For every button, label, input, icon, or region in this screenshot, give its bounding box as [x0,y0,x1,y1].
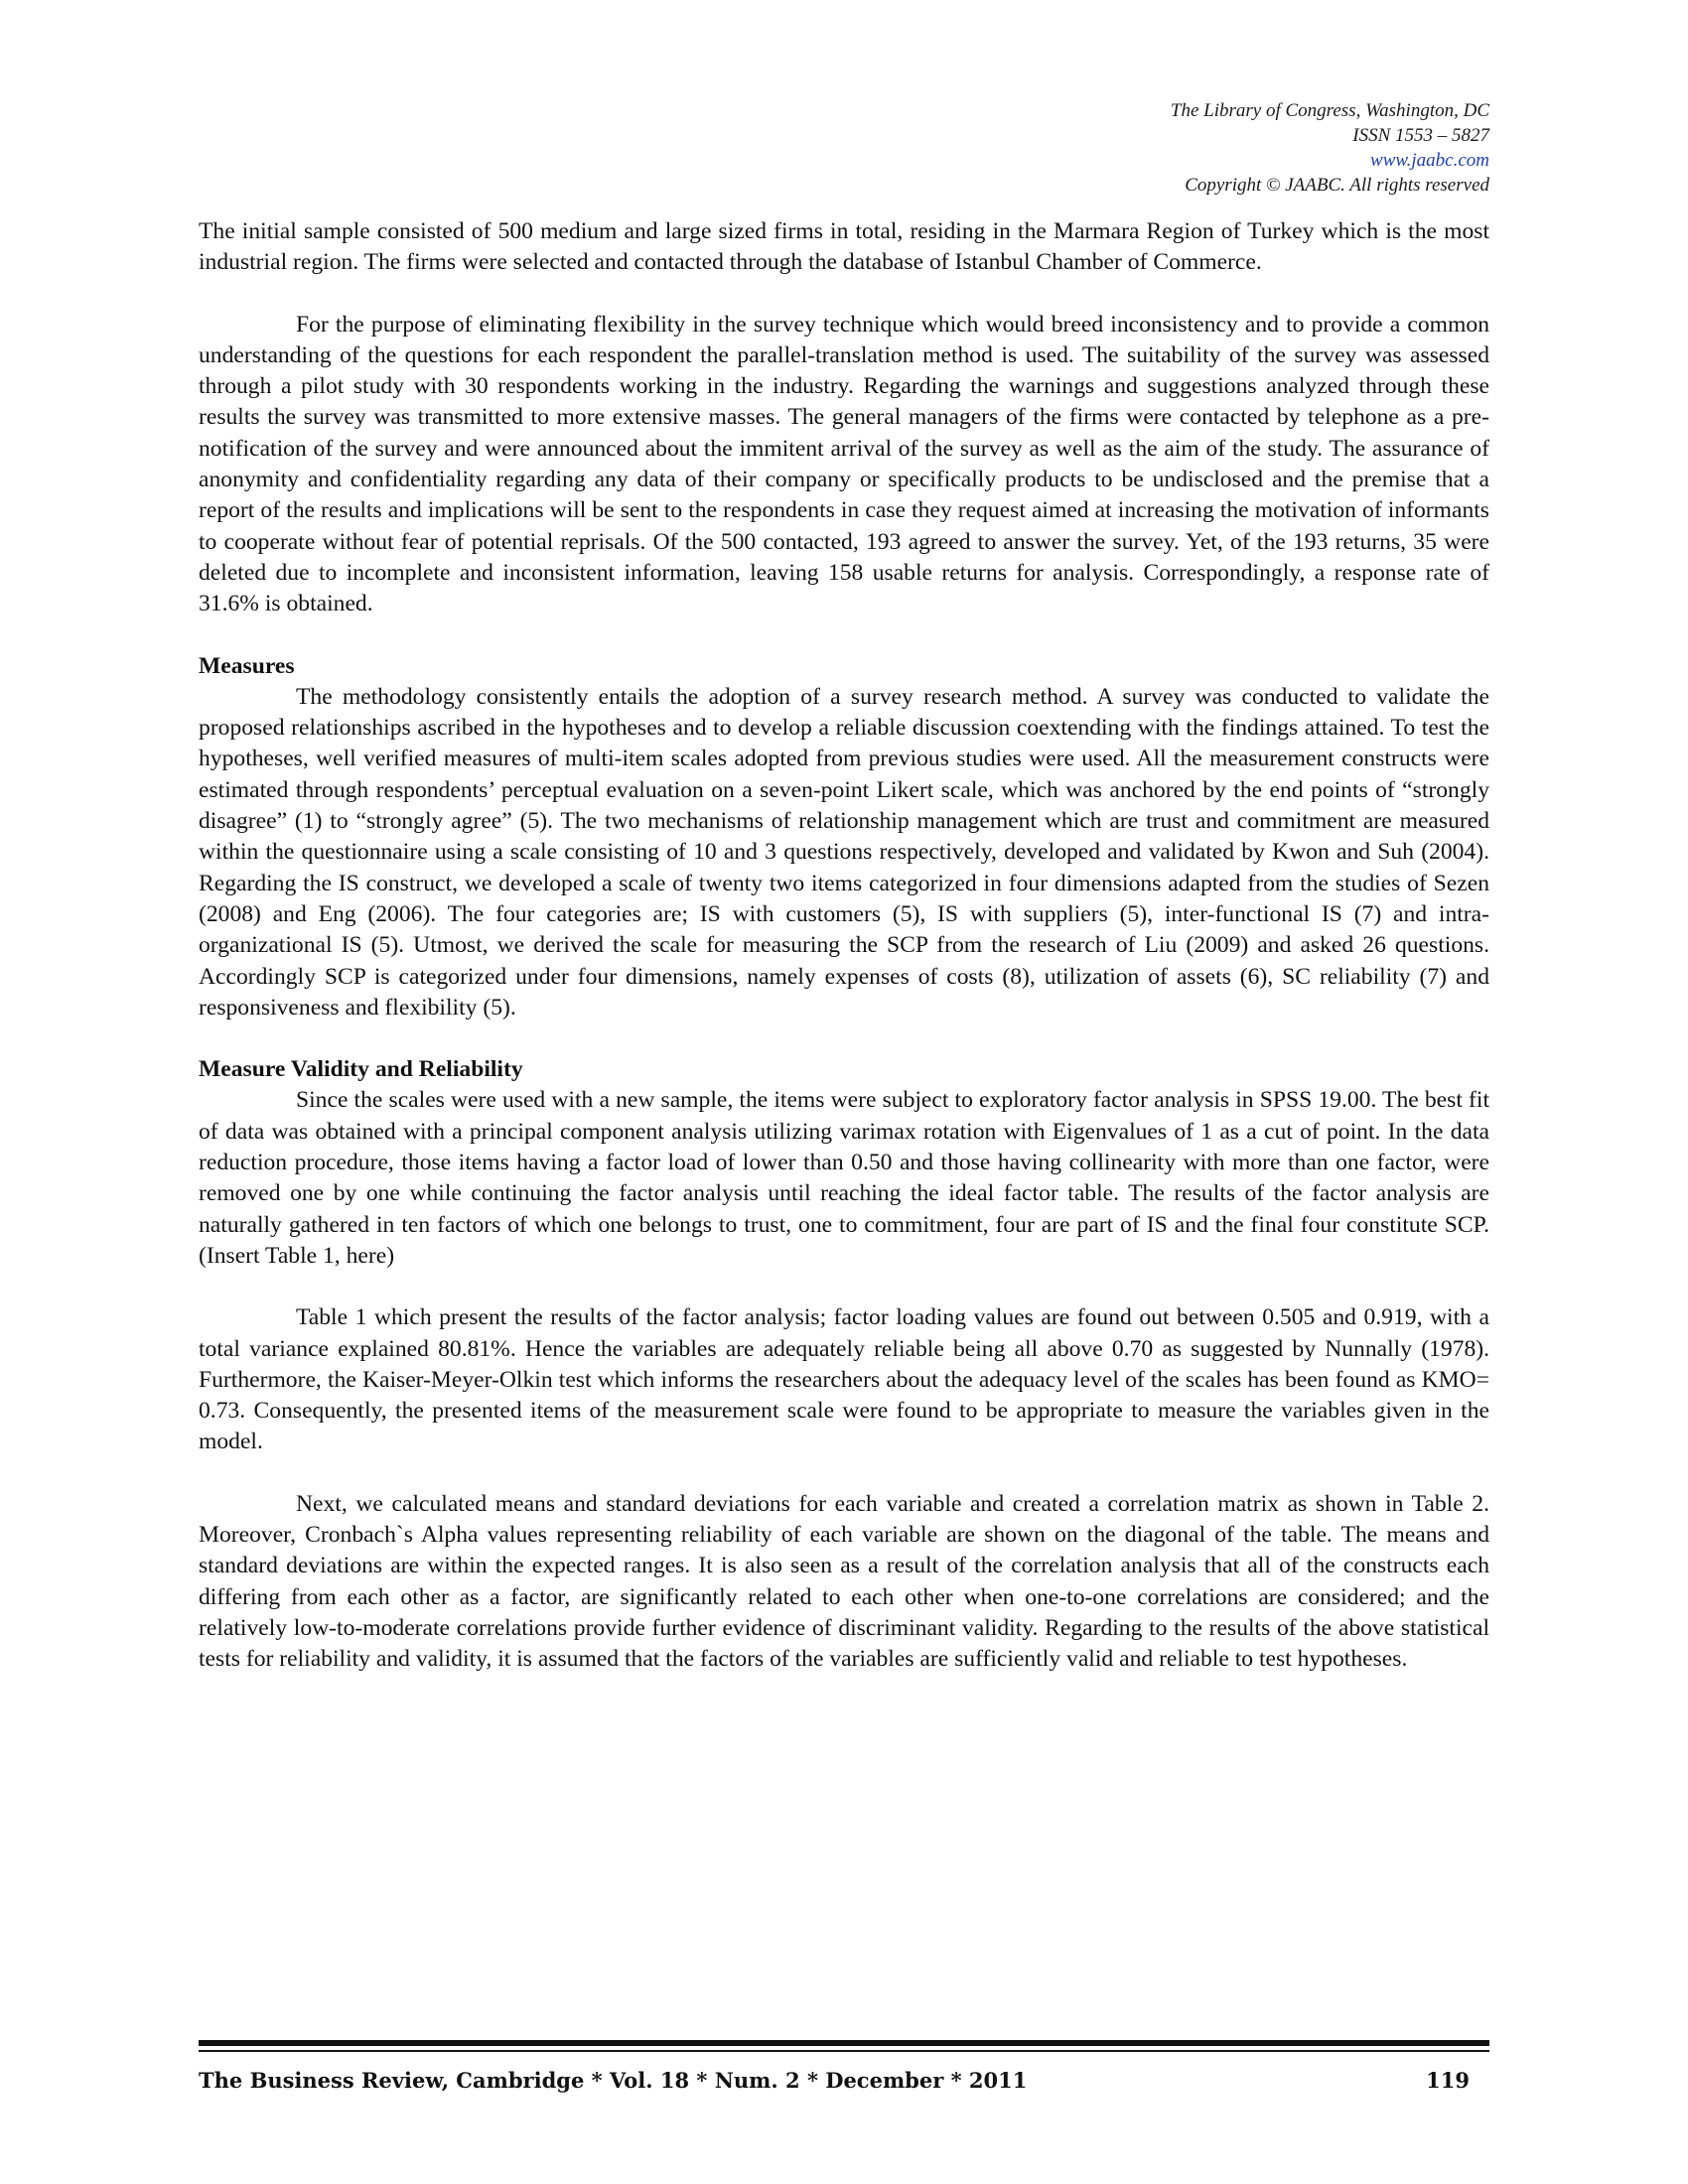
paragraph-measures: The methodology consistently entails the adoption of a survey research method. A survey was conducted to validate the proposed relationships ascribed in the hypotheses and to develop a reliable discussion coextending with the findings attained. To test the hypotheses, well verified measures of multi-item scales adopted from previous studies were used. All the measurement constructs were estimated through respondents’ perceptual evaluation on a seven-point Likert scale, which was anchored by the end points of “strongly disagree” (1) to “strongly agree” (5). The two mechanisms of relationship management which are trust and commitment are measured within the questionnaire using a scale consisting of 10 and 3 questions respectively, developed and validated by Kwon and Suh (2004). Regarding the IS construct, we developed a scale of twenty two items categorized in four dimensions adapted from the studies of Sezen (2008) and Eng (2006). The four categories are; IS with customers (5), IS with suppliers (5), inter-functional IS (7) and intra-organizational IS (5). Utmost, we derived the scale for measuring the SCP from the research of Liu (2009) and asked 26 questions. Accordingly SCP is categorized under four dimensions, namely expenses of costs (8), utilization of assets (6), SC reliability (7) and responsiveness and flexibility (5). [199,683,1489,1021]
header-copyright-line: Copyright © JAABC. All rights reserved [1185,175,1489,196]
article-body [199,216,1489,1675]
footer-page-number: 119 [1426,2068,1470,2093]
paragraph-correlation: Next, we calculated means and standard deviations for each variable and created a correlation matrix as shown in Table 2. Moreover, Cronbach`s Alpha values representing reliability of each variable are shown on the diagonal of the table. The means and standard deviations are within the expected ranges. It is also seen as a result of the correlation analysis that all of the constructs each differing from each other as a factor, are significantly related to each other when one-to-one correlations are considered; and the relatively low-to-moderate correlations provide further evidence of discriminant validity. Regarding to the results of the above statistical tests for reliability and validity, it is assumed that the factors of the variables are sufficiently valid and reliable to test hypotheses. [199,1490,1489,1673]
header-issn-line: ISSN 1553 – 5827 [1352,125,1489,146]
section-heading-measures: Measures [199,652,295,679]
footer-rule-thick [199,2040,1489,2046]
header-library-line: The Library of Congress, Washington, DC [1170,100,1489,121]
paragraph-sample: The initial sample consisted of 500 medium and large sized firms in total, residing in the Marmara Region of Turkey which is the most industrial region. The firms were selected and contacted through the database of Istanbul Chamber of Commerce. [199,218,1489,276]
journal-header [695,98,1489,198]
paragraph-factor-analysis: Since the scales were used with a new sample, the items were subject to exploratory factor analysis in SPSS 19.00. The best fit of data was obtained with a principal component analysis utilizing varimax rotation with Eigenvalues of 1 as a cut of point. In the data reduction procedure, those items having a factor load of lower than 0.50 and those having collinearity with more than one factor, were removed one by one while continuing the factor analysis until reaching the ideal factor table. The results of the factor analysis are naturally gathered in ten factors of which one belongs to trust, one to commitment, four are part of IS and the final four constitute SCP. (Insert Table 1, here) [199,1087,1489,1269]
section-heading-validity: Measure Validity and Reliability [199,1056,523,1083]
paragraph-survey-method: For the purpose of eliminating flexibility in the survey technique which would breed inconsistency and to provide a common understanding of the questions for each respondent the parallel-translation method is used. The suitability of the survey was assessed through a pilot study with 30 respondents working in the industry. Regarding the warnings and suggestions analyzed through these results the survey was transmitted to more extensive masses. The general managers of the firms were contacted by telephone as a pre-notification of the survey and were announced about the immitent arrival of the survey as well as the aim of the study. The assurance of anonymity and confidentiality regarding any data of their company or specifically products to be undisclosed and the premise that a report of the results and implications will be sent to the respondents in case they request aimed at increasing the motivation of informants to cooperate without fear of potential reprisals. Of the 500 contacted, 193 agreed to answer the survey. Yet, of the 193 returns, 35 were deleted due to incomplete and inconsistent information, leaving 158 usable returns for analysis. Correspondingly, a response rate of 31.6% is obtained. [199,311,1489,617]
header-url-link[interactable]: www.jaabc.com [1370,150,1489,171]
footer-rule-thin [199,2050,1489,2052]
paragraph-table1-results: Table 1 which present the results of the factor analysis; factor loading values are found out between 0.505 and 0.919, with a total variance explained 80.81%. Hence the variables are adequately reliable being all above 0.70 as suggested by Nunnally (1978). Furthermore, the Kaiser-Meyer-Olkin test which informs the researchers about the adequacy level of the scales has been found as KMO= 0.73. Consequently, the presented items of the measurement scale were found to be appropriate to measure the variables given in the model. [199,1304,1489,1455]
footer-journal-citation: The Business Review, Cambridge * Vol. 18 * Num. 2 * December * 2011 [199,2068,1028,2093]
